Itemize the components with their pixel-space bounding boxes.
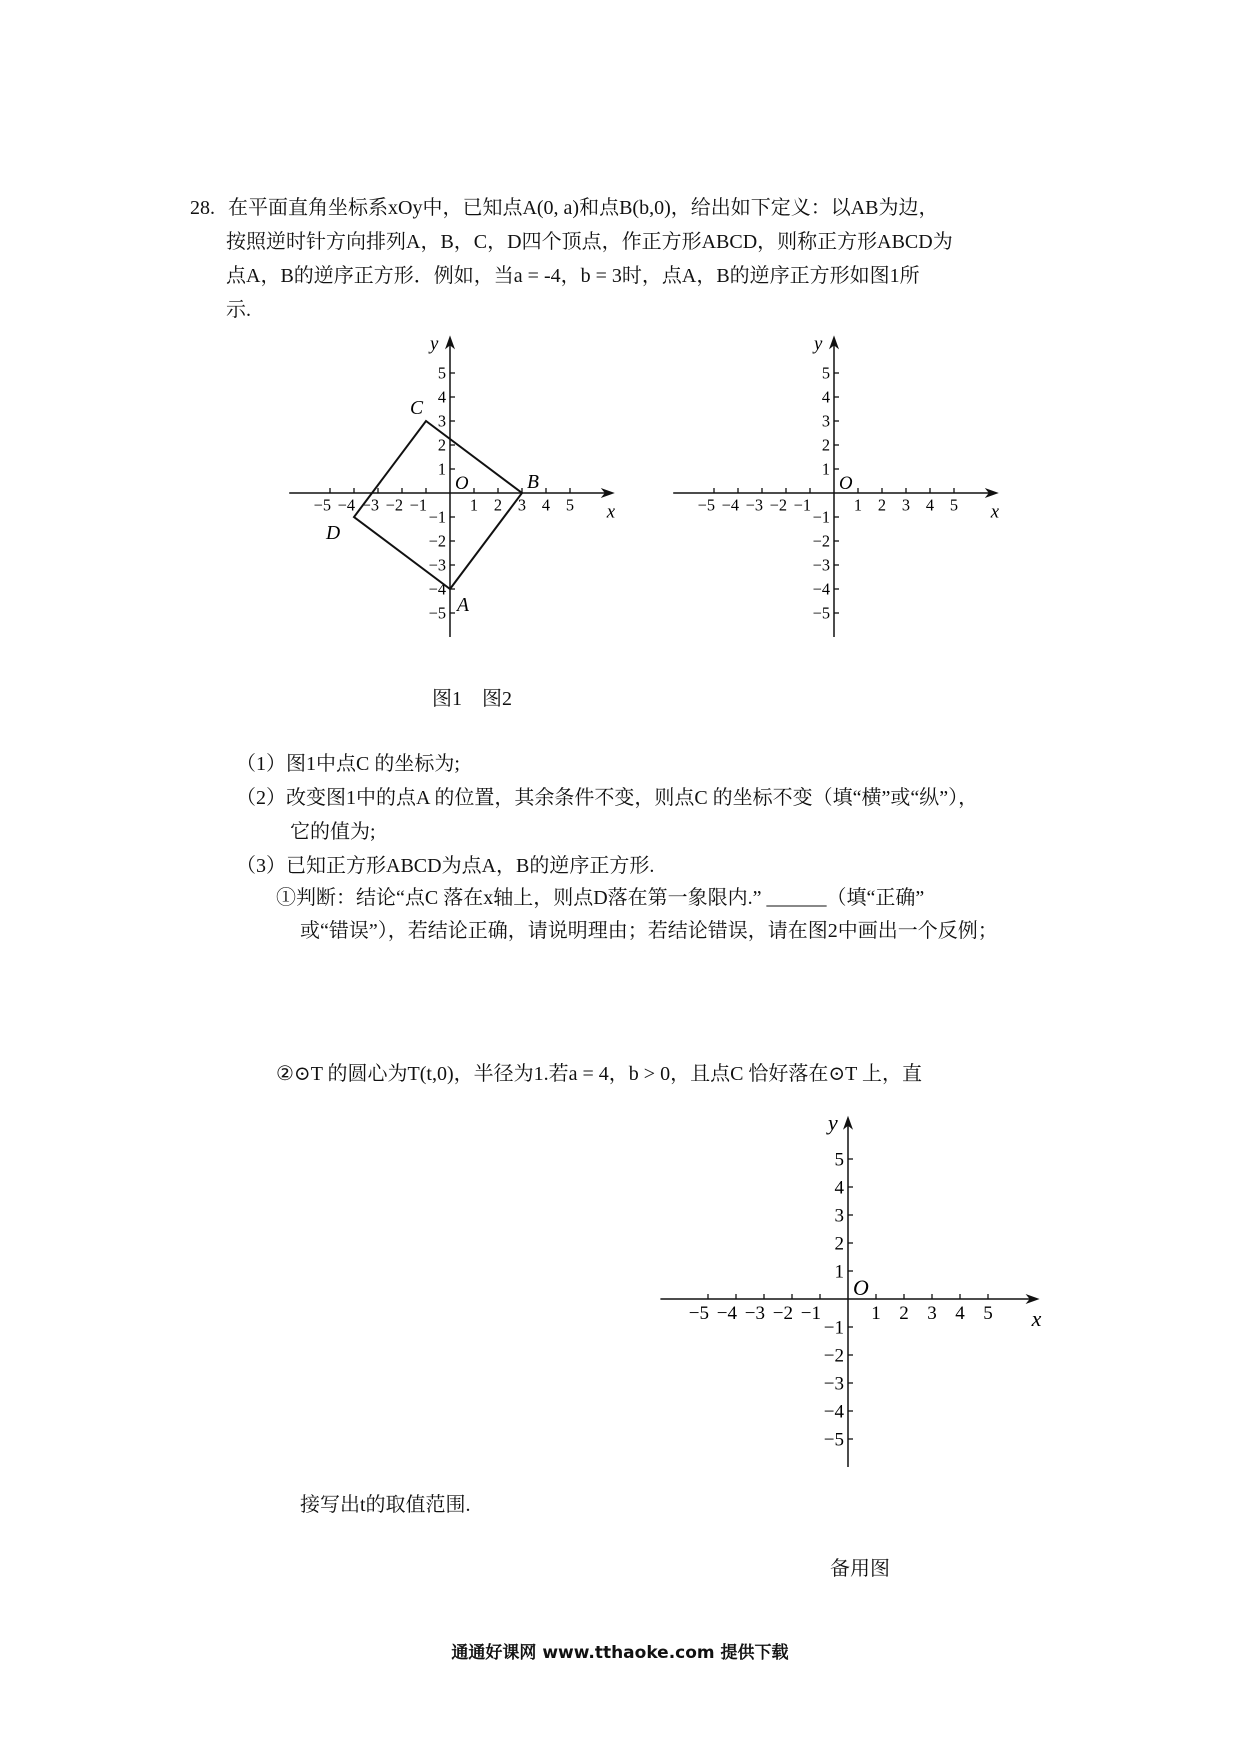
vertex-label-c: C	[410, 398, 424, 419]
x-axis-label: x	[1031, 1306, 1042, 1332]
y-tick-label: 3	[437, 411, 446, 431]
x-axis-label: x	[990, 501, 1000, 523]
part-3-1: ①判断：结论“点C 落在x轴上，则点D落在第一象限内.” ______（填“正确”	[276, 887, 925, 909]
x-tick-label: 4	[925, 495, 935, 515]
x-tick-label: −2	[772, 1303, 793, 1325]
x-tick-label: 5	[949, 495, 959, 515]
y-tick-label: 1	[821, 459, 830, 479]
origin-label: O	[455, 473, 469, 494]
vertex-label-b: B	[527, 472, 539, 493]
origin-label: O	[839, 473, 853, 494]
x-tick-label: 5	[983, 1303, 993, 1325]
y-tick-label: −3	[823, 1373, 844, 1395]
x-tick-label: 1	[871, 1303, 881, 1325]
y-tick-label: −2	[823, 1345, 844, 1367]
x-tick-label: 1	[853, 495, 863, 515]
intro-line-2: 按照逆时针方向排列A，B，C，D四个顶点，作正方形ABCD，则称正方形ABCD为	[226, 231, 953, 253]
y-tick-label: −1	[428, 507, 446, 527]
y-tick-label: −3	[812, 555, 830, 575]
x-tick-label: −3	[745, 495, 763, 515]
origin-label: O	[853, 1275, 869, 1300]
x-tick-label: 2	[493, 495, 503, 515]
x-tick-label: 3	[901, 495, 911, 515]
x-tick-label: −1	[800, 1303, 821, 1325]
y-tick-label: 2	[437, 435, 446, 455]
x-tick-label: −4	[337, 495, 355, 515]
y-tick-label: 3	[821, 411, 830, 431]
y-tick-label: 4	[437, 387, 446, 407]
x-tick-label: 1	[469, 495, 479, 515]
y-tick-label: 3	[834, 1205, 844, 1227]
spare-figure-caption: 备用图	[830, 1558, 890, 1580]
intro-line-1: 在平面直角坐标系xOy中，已知点A(0, a)和点B(b,0)，给出如下定义：以AB为边，	[228, 197, 939, 219]
vertex-label-a: A	[457, 595, 469, 616]
intro-line-4: 示.	[226, 299, 251, 321]
part-3: （3）已知正方形ABCD为点A，B的逆序正方形.	[236, 855, 655, 877]
y-tick-label: −1	[823, 1317, 844, 1339]
x-tick-label: 3	[517, 495, 527, 515]
x-tick-label: 3	[927, 1303, 937, 1325]
part-3-2-cont: 接写出t的取值范围.	[300, 1494, 471, 1516]
part-3-1-cont: 或“错误”），若结论正确，请说明理由；若结论错误，请在图2中画出一个反例；	[300, 920, 998, 942]
x-tick-label: −4	[716, 1303, 737, 1325]
y-axis-label: y	[828, 1109, 838, 1135]
y-tick-label: 5	[437, 363, 446, 383]
y-tick-label: 1	[437, 459, 446, 479]
x-tick-label: 4	[541, 495, 551, 515]
x-tick-label: −2	[385, 495, 403, 515]
part-1: （1）图1中点C 的坐标为;	[236, 753, 460, 775]
y-tick-label: 4	[821, 387, 830, 407]
part-3-2: ②⊙T 的圆心为T(t,0)，半径为1.若a = 4，b > 0，且点C 恰好落在⊙T 上，直	[276, 1063, 923, 1085]
x-tick-label: −5	[313, 495, 331, 515]
y-tick-label: −5	[428, 603, 446, 623]
y-tick-label: −1	[812, 507, 830, 527]
y-tick-label: −2	[428, 531, 446, 551]
y-tick-label: 4	[834, 1177, 844, 1199]
footer-source: 通通好课网 www.tthaoke.com 提供下载	[451, 1643, 789, 1663]
y-tick-label: −2	[812, 531, 830, 551]
vertex-label-d: D	[326, 523, 341, 544]
y-tick-label: 2	[821, 435, 830, 455]
part-2: （2）改变图1中的点A 的位置，其余条件不变，则点C 的坐标不变（填“横”或“纵”），	[236, 787, 979, 809]
x-tick-label: −5	[688, 1303, 709, 1325]
x-tick-label: 4	[955, 1303, 965, 1325]
x-axis-label: x	[606, 501, 616, 523]
y-tick-label: −4	[428, 579, 446, 599]
x-tick-label: −2	[769, 495, 787, 515]
x-tick-label: 5	[565, 495, 575, 515]
x-tick-label: −5	[697, 495, 715, 515]
intro-line-3: 点A，B的逆序正方形．例如，当a = -4，b = 3时，点A，B的逆序正方形如图1所	[226, 265, 920, 287]
y-tick-label: 5	[834, 1149, 844, 1171]
y-tick-label: 1	[834, 1261, 844, 1283]
x-tick-label: 2	[899, 1303, 909, 1325]
y-tick-label: 5	[821, 363, 830, 383]
x-tick-label: −1	[793, 495, 811, 515]
x-tick-label: −1	[409, 495, 427, 515]
y-tick-label: 2	[834, 1233, 844, 1255]
question-number: 28.	[190, 197, 215, 219]
y-tick-label: −3	[428, 555, 446, 575]
y-tick-label: −5	[823, 1429, 844, 1451]
x-tick-label: −3	[744, 1303, 765, 1325]
x-tick-label: −4	[721, 495, 739, 515]
y-axis-label: y	[430, 333, 439, 355]
x-tick-label: −3	[361, 495, 379, 515]
y-tick-label: −4	[812, 579, 830, 599]
y-tick-label: −4	[823, 1401, 844, 1423]
part-2-cont: 它的值为;	[290, 821, 376, 843]
figure-caption: 图1 图2	[432, 688, 512, 710]
y-axis-label: y	[814, 333, 823, 355]
x-tick-label: 2	[877, 495, 887, 515]
y-tick-label: −5	[812, 603, 830, 623]
